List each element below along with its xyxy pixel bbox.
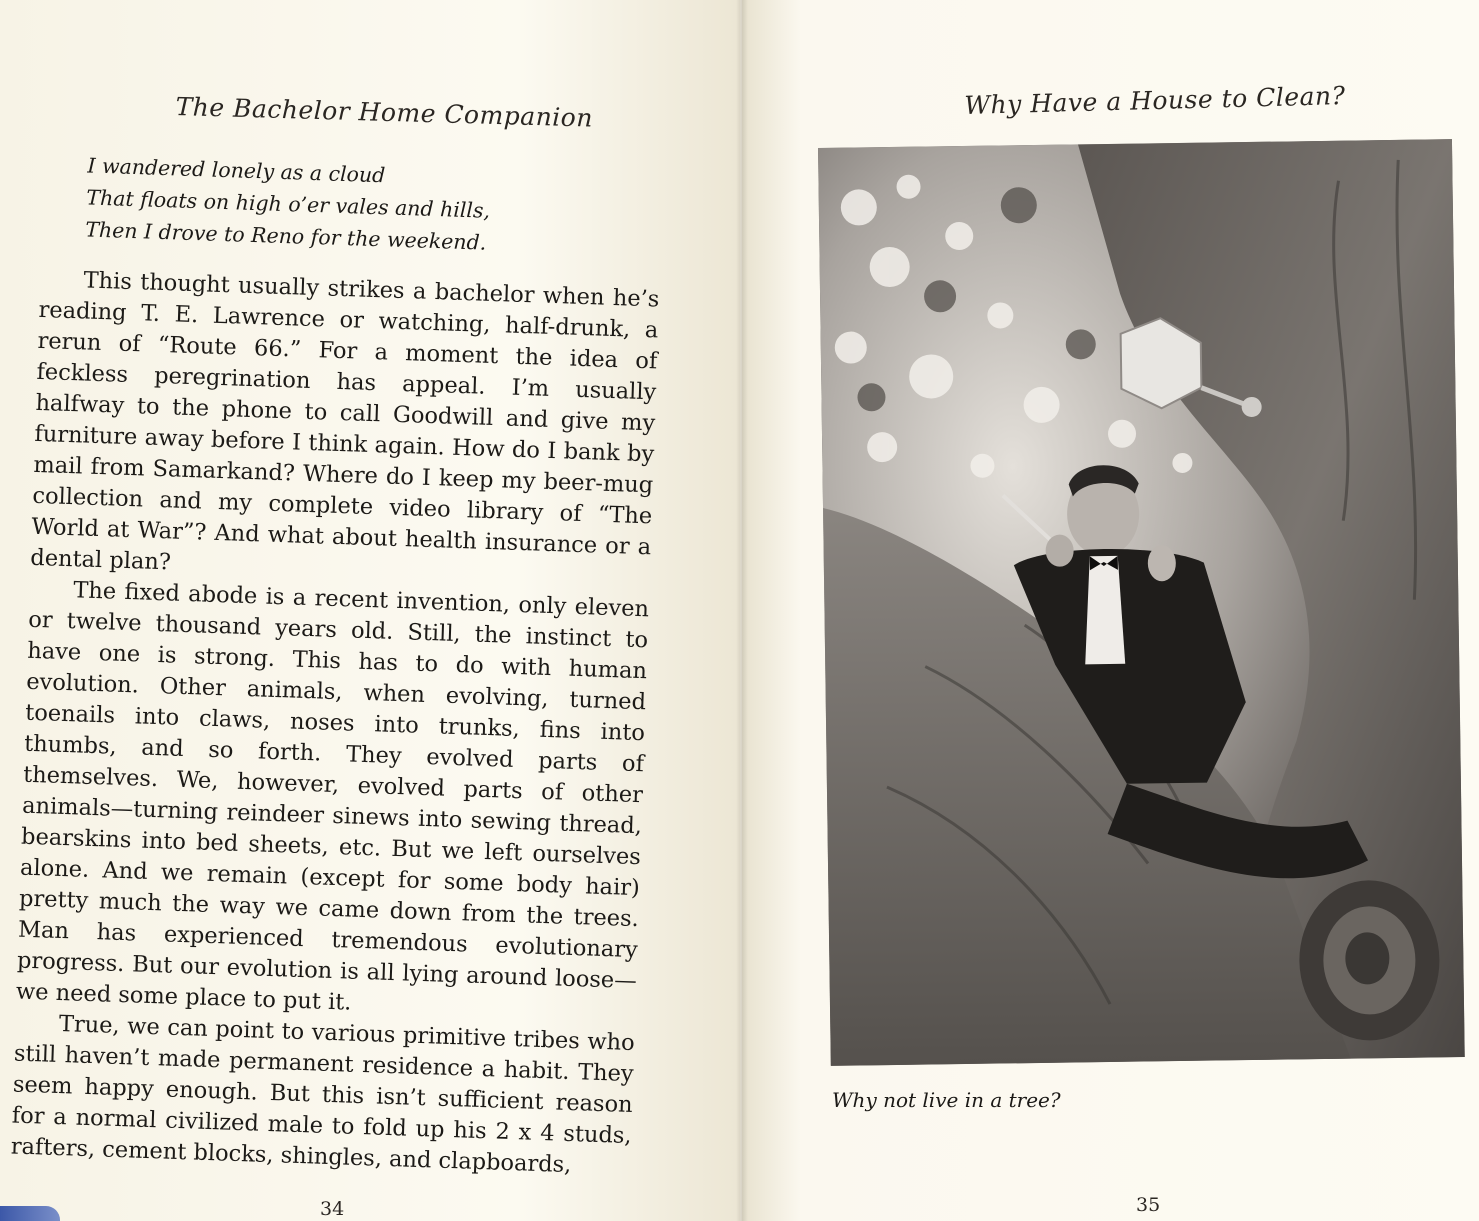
epigraph bbox=[85, 149, 664, 264]
table-edge bbox=[0, 1206, 60, 1221]
right-page-number: 35 bbox=[1136, 1194, 1161, 1216]
book-gutter bbox=[736, 0, 748, 1221]
paragraph: True, we can point to various primitive tribes who still haven’t made permanent residence a habit. They seem happy enough. But this isn’t sufficient reason for a normal civilized male to fold up his 2 x 4 studs, rafters, cement blocks, shingles, and clapboards, bbox=[10, 1010, 636, 1179]
epigraph-line: I wandered lonely as a cloud bbox=[87, 153, 386, 188]
body-text bbox=[10, 264, 659, 1183]
photo-caption: Why not live in a tree? bbox=[832, 1088, 1061, 1112]
left-page-number: 34 bbox=[320, 1198, 345, 1220]
tree-photograph bbox=[818, 139, 1465, 1066]
left-running-head: The Bachelor Home Companion bbox=[175, 92, 594, 133]
epigraph-line: That floats on high o’er vales and hills, bbox=[85, 185, 491, 223]
left-text-block bbox=[10, 148, 663, 1183]
epigraph-line: Then I drove to Reno for the weekend. bbox=[84, 217, 487, 255]
paragraph: This thought usually strikes a bachelor when he’s reading T. E. Lawrence or watching, half-drunk, a rerun of “Route 66.” For a moment the idea of feckless peregrination has appeal. I’m usually halfway to the phone to call Goodwill and give my furniture away before I think again. How do I bank by mail from Samarkand? Where do I keep my beer-mug collection and my complete video library of “The World at War”? And what about health insurance or a dental plan? bbox=[29, 267, 660, 576]
paragraph: The fixed abode is a recent invention, only eleven or twelve thousand years old. Still, the instinct to have one is strong. This has to do with human evolution. Other animals, when evolving, turned toenails into claws, noses into trunks, fins into thumbs, and so forth. They evolved parts of themselves. We, however, evolved parts of other animals—turning reindeer sinews into sewing thread, bearskins into bed sheets, etc. But we left ourselves alone. And we remain (except for some body hair) pretty much the way we came down from the trees. Man has experienced tremendous evolutionary progress. But our evolution is all lying around loose—we need some place to put it. bbox=[15, 577, 650, 1016]
right-running-head: Why Have a House to Clean? bbox=[964, 81, 1346, 120]
